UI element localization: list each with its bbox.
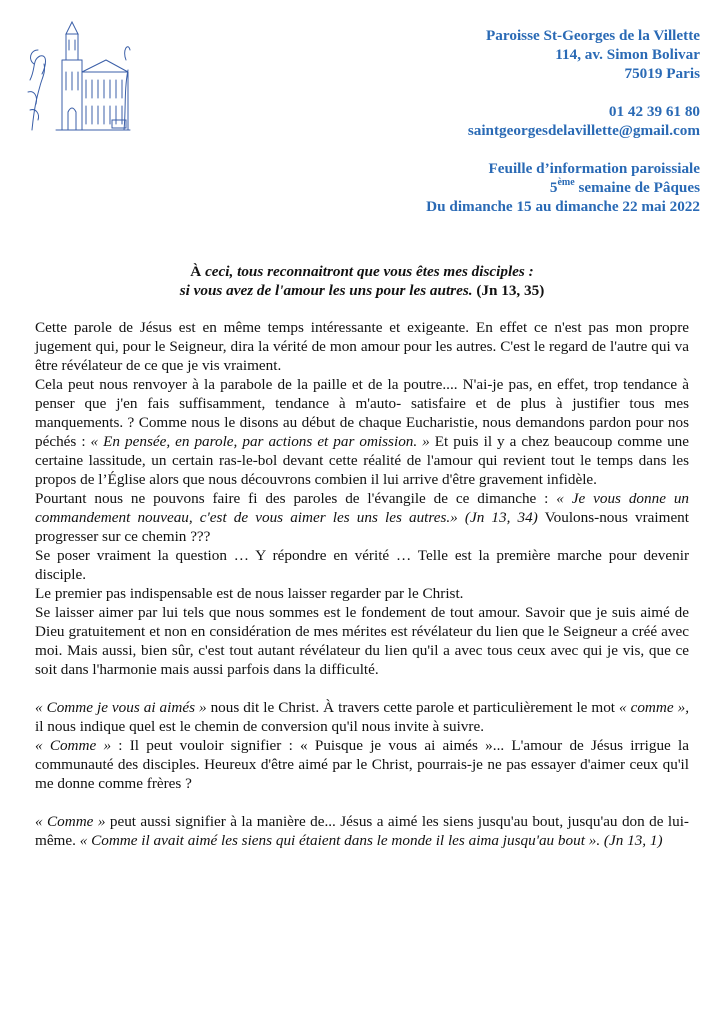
paragraph-3-text-b: Voulons-nous vraiment progresser sur ce chemin ??? (35, 509, 689, 545)
week-text: semaine de Pâques (574, 179, 700, 196)
paragraph-3-text-a: Pourtant nous ne pouvons faire fi des paroles de l'évangile de ce dimanche : (35, 490, 557, 507)
epigraph-prefix: À (190, 263, 206, 280)
paragraph-7-quote-1: « Comme je vous ai aimés » (35, 699, 207, 716)
epigraph-text-2: si vous avez de l'amour les uns pour les autres. (179, 282, 473, 299)
paragraph-8-text: : Il peut vouloir signifier : « Puisque je vous ai aimés »... L'amour de Jésus irrigue la communauté des disciples. Heureux d'être aimé par le Christ, pourrais-je ne pas essayer d'aimer ceux qu'il me donne comme frères ? (35, 737, 689, 792)
phone-number: 01 42 39 61 80 (608, 103, 700, 120)
epigraph-line-2 (36, 281, 688, 300)
paragraph-6: Se laisser aimer par lui tels que nous sommes est le fondement de tout amour. Savoir que je suis aimé de Dieu gratuitement et non en considération de mes mérites est révélateur du lien que le Seigneur a créé avec moi. Mais aussi, bien sûr, c'est tout autant révélateur du lien qu'il a avec tous ceux avec qui je vis, que ce soit dans l'harmonie mais aussi parfois dans la difficulté. (35, 604, 689, 678)
paragraph-1: Cette parole de Jésus est en même temps intéressante et exigeante. En effet ce n'est pas mon propre jugement qui, pour le Seigneur, dira la vérité de mon amour pour les autres. C'est le regard de l'autre qui va être révélateur de ce que je vis vraiment. (35, 319, 689, 374)
paragraph-7-text-b: il nous indique quel est le chemin de conversion qu'il nous invite à suivre. (35, 718, 484, 735)
week-suffix: ème (557, 176, 575, 188)
epigraph-text-1: ceci, tous reconnaitront que vous êtes mes disciples : (205, 263, 534, 280)
paragraph-9-quote-1: « Comme » (35, 813, 106, 830)
date-range: Du dimanche 15 au dimanche 22 mai 2022 (426, 198, 700, 215)
paragraph-2 (35, 375, 689, 489)
paragraph-9-quote-2: « Comme il avait aimé les siens qui étaient dans le monde il les aima jusqu'au bout ». (Jn 13, 1) (79, 832, 663, 849)
parish-name: Paroisse St-Georges de la Villette (486, 27, 700, 44)
paragraph-8-quote: « Comme » (35, 737, 112, 754)
epigraph (36, 262, 688, 300)
epigraph-line-1 (36, 262, 688, 281)
paragraph-8 (35, 736, 689, 793)
paragraph-4: Se poser vraiment la question … Y répondre en vérité … Telle est la première marche pour devenir disciple. (35, 547, 689, 583)
liturgical-week (260, 178, 700, 197)
paragraph-7-text-a: nous dit le Christ. À travers cette parole et particulièrement le mot (206, 699, 620, 716)
paragraph-7-quote-2: « comme », (619, 699, 689, 716)
address-city: 75019 Paris (624, 65, 700, 82)
email-address: saintgeorgesdelavillette@gmail.com (467, 122, 700, 139)
paragraph-2-quote: « En pensée, en parole, par actions et par omission. » (90, 433, 430, 450)
address-street: 114, av. Simon Bolivar (555, 46, 700, 63)
bulletin-title: Feuille d’information paroissiale (488, 160, 700, 177)
paragraph-9-text-a: peut aussi signifier à la manière de... Jésus a aimé les siens jusqu'au bout, jusqu'au don de lui-même. (35, 813, 689, 849)
parish-header (260, 26, 700, 216)
paragraph-7 (35, 698, 689, 736)
paragraph-3 (35, 489, 689, 546)
paragraph-2-text-a: Cela peut nous renvoyer à la parabole de la paille et de la poutre.... N'ai-je pas, en effet, trop tendance à penser que j'en fais suffisamment, tendance à m'auto- satisfaire et de plus à justifier tous mes manquements. ? Comme nous le disons au début de chaque Eucharistie, nous demandons pardon pour nos péchés : (35, 376, 689, 450)
week-number: 5 (549, 179, 558, 196)
article-body (35, 318, 689, 850)
church-logo (26, 20, 132, 132)
paragraph-3-quote: « Je vous donne un commandement nouveau, c'est de vous aimer les uns les autres.» (Jn 13, 34) (35, 490, 690, 526)
epigraph-reference: (Jn 13, 35) (472, 282, 545, 299)
paragraph-9 (35, 812, 689, 850)
paragraph-2-text-b: Et puis il y a chez beaucoup comme une certaine lassitude, un certain ras-le-bol devant cette réalité de l'amour qui revient tout le temps dans les propos de l’Église alors que nous découvrons combien il lui arrive d'être gravement infidèle. (35, 433, 690, 488)
paragraph-5: Le premier pas indispensable est de nous laisser regarder par le Christ. (35, 585, 464, 602)
